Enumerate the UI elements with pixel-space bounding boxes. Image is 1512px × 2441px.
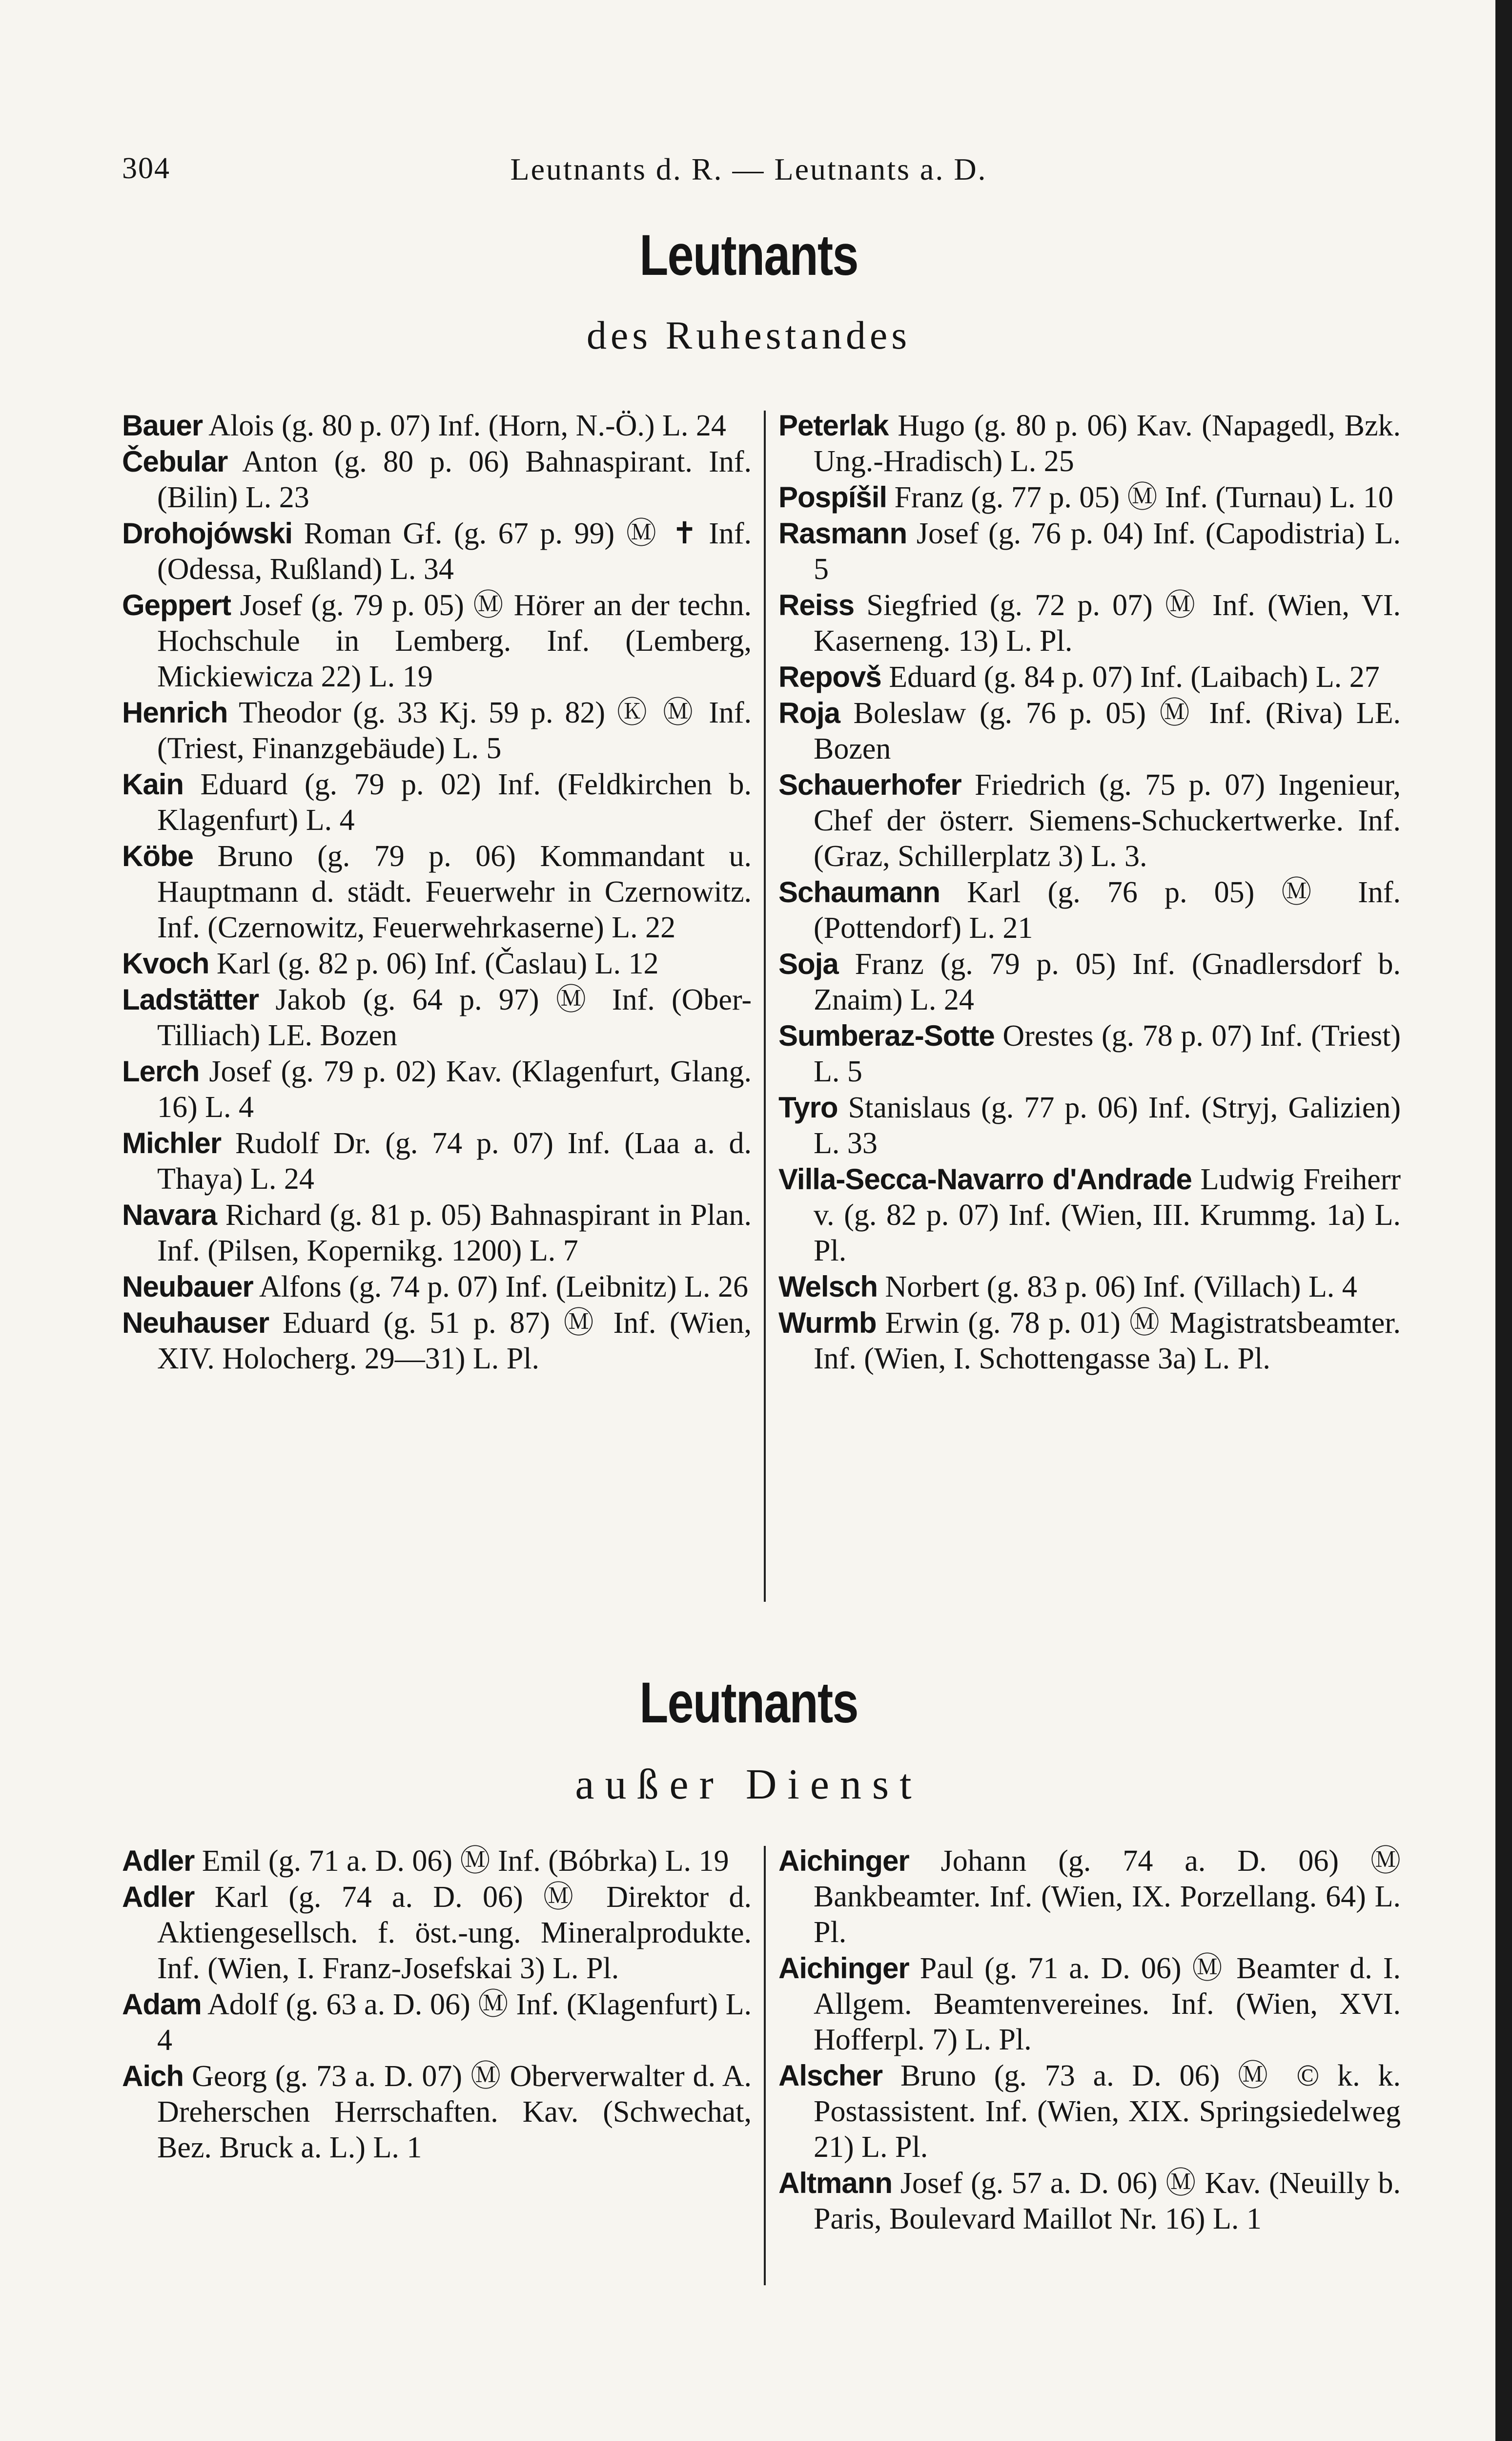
entry-surname: Ladstätter xyxy=(122,983,259,1016)
directory-entry xyxy=(778,1950,1401,2058)
entry-surname: Geppert xyxy=(122,589,231,621)
entry-surname: Schauerhofer xyxy=(778,768,961,801)
directory-entry xyxy=(122,766,752,838)
entry-details: Eduard (g. 51 p. 87) Ⓜ Inf. (Wien, XIV. Holocherg. 29—31) L. Pl. xyxy=(157,1306,752,1375)
entry-surname: Schaumann xyxy=(778,876,940,909)
entry-surname: Kain xyxy=(122,768,184,801)
entry-details: Adolf (g. 63 a. D. 06) Ⓜ Inf. (Klagenfurt) L. 4 xyxy=(157,1988,752,2057)
entry-surname: Roja xyxy=(778,697,840,729)
directory-entry xyxy=(122,2058,752,2166)
section-title-ruhestand: Leutnants xyxy=(639,223,858,288)
entry-details: Franz (g. 77 p. 05) Ⓜ Inf. (Turnau) L. 10 xyxy=(894,481,1393,514)
entry-details: Hugo (g. 80 p. 06) Kav. (Napagedl, Bzk. Ung.-Hradisch) L. 25 xyxy=(814,409,1401,478)
entry-surname: Adam xyxy=(122,1988,202,2021)
directory-entry xyxy=(778,516,1401,587)
scan-edge xyxy=(1495,0,1512,2441)
column-divider xyxy=(764,1846,766,2285)
running-header xyxy=(122,151,1375,195)
directory-entry xyxy=(778,1161,1401,1269)
entry-details: Josef (g. 57 a. D. 06) Ⓜ Kav. (Neuilly b. Paris, Boulevard Maillot Nr. 16) L. 1 xyxy=(814,2167,1401,2235)
directory-entry xyxy=(778,1090,1401,1161)
entry-details: Rudolf Dr. (g. 74 p. 07) Inf. (Laa a. d. Thaya) L. 24 xyxy=(157,1127,752,1196)
entry-surname: Soja xyxy=(778,948,838,980)
entry-surname: Henrich xyxy=(122,696,228,729)
entry-details: Stanislaus (g. 77 p. 06) Inf. (Stryj, Galizien) L. 33 xyxy=(814,1091,1401,1160)
entry-surname: Villa-Secca-Navarro d'Andrade xyxy=(778,1163,1192,1196)
entry-details: Eduard (g. 79 p. 02) Inf. (Feldkirchen b. Klagenfurt) L. 4 xyxy=(157,768,752,837)
entry-surname: Tyro xyxy=(778,1091,838,1124)
entry-details: Josef (g. 76 p. 04) Inf. (Capodistria) L. 5 xyxy=(814,517,1401,586)
directory-entry xyxy=(778,587,1401,659)
entry-surname: Repovš xyxy=(778,661,881,693)
entry-surname: Welsch xyxy=(778,1270,878,1303)
directory-entry xyxy=(122,1305,752,1377)
entry-surname: Peterlak xyxy=(778,409,889,442)
entry-surname: Kvoch xyxy=(122,947,209,980)
column-right xyxy=(778,1843,1401,2237)
entry-details: Bruno (g. 73 a. D. 06) Ⓜ © k. k. Postassistent. Inf. (Wien, XIX. Springsiedelweg 21) L. Pl. xyxy=(814,2059,1401,2164)
entry-details: Bruno (g. 79 p. 06) Kommandant u. Hauptmann d. städt. Feuerwehr in Czernowitz. Inf. (Czernowitz, Feuerwehrkaserne) L. 22 xyxy=(157,840,752,944)
directory-entry xyxy=(122,516,752,587)
column-left xyxy=(122,408,752,1377)
entry-surname: Rasmann xyxy=(778,517,907,550)
entry-details: Georg (g. 73 a. D. 07) Ⓜ Oberverwalter d. A. Dreherschen Herrschaften. Kav. (Schwechat, Bez. Bruck a. L.) L. 1 xyxy=(157,2060,752,2164)
entry-details: Josef (g. 79 p. 05) Ⓜ Hörer an der techn. Hochschule in Lemberg. Inf. (Lemberg, Mickiewicza 22) L. 19 xyxy=(157,589,752,693)
entry-surname: Čebular xyxy=(122,445,228,478)
directory-entry xyxy=(778,2058,1401,2165)
directory-entry xyxy=(778,695,1401,767)
entry-details: Karl (g. 82 p. 06) Inf. (Časlau) L. 12 xyxy=(216,947,659,980)
directory-entry xyxy=(122,408,752,444)
entry-surname: Navara xyxy=(122,1199,217,1231)
entry-details: Karl (g. 74 a. D. 06) Ⓜ Direktor d. Aktiengesellsch. f. öst.-ung. Mineralprodukte. Inf. (Wien, I. Franz-Josefskai 3) L. Pl. xyxy=(157,1881,752,1985)
page-number: 304 xyxy=(122,152,170,185)
column-divider xyxy=(764,411,766,1602)
directory-entry xyxy=(778,946,1401,1018)
entry-details: Roman Gf. (g. 67 p. 99) Ⓜ ✝ Inf. (Odessa, Rußland) L. 34 xyxy=(157,517,752,586)
entry-details: Siegfried (g. 72 p. 07) Ⓜ Inf. (Wien, VI. Kaserneng. 13) L. Pl. xyxy=(814,589,1401,658)
section-title-ausser-dienst: Leutnants xyxy=(639,1671,858,1735)
directory-entry xyxy=(122,1986,752,2058)
entry-surname: Aich xyxy=(122,2060,184,2092)
entry-details: Franz (g. 79 p. 05) Inf. (Gnadlersdorf b. Znaim) L. 24 xyxy=(814,948,1401,1016)
directory-entry xyxy=(778,1305,1401,1377)
running-title: Leutnants d. R. — Leutnants a. D. xyxy=(510,152,987,186)
entry-surname: Aichinger xyxy=(778,1844,909,1877)
directory-entry xyxy=(778,408,1401,479)
entry-details: Theodor (g. 33 Kj. 59 p. 82) Ⓚ Ⓜ Inf. (Triest, Finanzgebäude) L. 5 xyxy=(157,696,752,765)
directory-entry xyxy=(122,1197,752,1269)
directory-entry xyxy=(778,874,1401,946)
entry-surname: Bauer xyxy=(122,409,203,442)
entry-surname: Sumberaz-Sotte xyxy=(778,1019,995,1052)
entry-details: Boleslaw (g. 76 p. 05) Ⓜ Inf. (Riva) LE. Bozen xyxy=(814,697,1401,765)
entry-surname: Reiss xyxy=(778,589,855,621)
directory-entry xyxy=(122,946,752,982)
directory-entry xyxy=(122,1879,752,1986)
entry-surname: Altmann xyxy=(778,2167,892,2199)
entry-details: Erwin (g. 78 p. 01) Ⓜ Magistratsbeamter. Inf. (Wien, I. Schottengasse 3a) L. Pl. xyxy=(814,1306,1401,1375)
entry-surname: Neuhauser xyxy=(122,1306,269,1339)
section-subtitle-ruhestand: des Ruhestandes xyxy=(586,313,911,357)
directory-entry xyxy=(122,838,752,946)
directory-entry xyxy=(778,1018,1401,1090)
entry-surname: Neubauer xyxy=(122,1270,253,1303)
entry-details: Eduard (g. 84 p. 07) Inf. (Laibach) L. 27 xyxy=(889,661,1380,694)
directory-entry xyxy=(778,767,1401,874)
entry-details: Alfons (g. 74 p. 07) Inf. (Leibnitz) L. 26 xyxy=(259,1270,748,1303)
entry-surname: Aichinger xyxy=(778,1952,909,1985)
entry-details: Karl (g. 76 p. 05) Ⓜ Inf. (Pottendorf) L. 21 xyxy=(814,876,1401,945)
entry-surname: Köbe xyxy=(122,840,193,872)
directory-entry xyxy=(122,1843,752,1879)
directory-entry xyxy=(122,982,752,1054)
entry-surname: Pospíšil xyxy=(778,481,887,514)
entry-details: Anton (g. 80 p. 06) Bahnaspirant. Inf. (Bilin) L. 23 xyxy=(157,445,752,514)
entry-details: Jakob (g. 64 p. 97) Ⓜ Inf. (Ober-Tilliach) LE. Bozen xyxy=(157,983,752,1052)
entry-details: Emil (g. 71 a. D. 06) Ⓜ Inf. (Bóbrka) L. 19 xyxy=(202,1844,729,1878)
directory-entry xyxy=(122,1269,752,1305)
entry-details: Josef (g. 79 p. 02) Kav. (Klagenfurt, Glang. 16) L. 4 xyxy=(157,1055,752,1124)
entry-details: Orestes (g. 78 p. 07) Inf. (Triest) L. 5 xyxy=(814,1019,1401,1088)
entry-details: Alois (g. 80 p. 07) Inf. (Horn, N.-Ö.) L. 24 xyxy=(208,409,726,442)
entry-surname: Adler xyxy=(122,1844,195,1877)
directory-entry xyxy=(778,1269,1401,1305)
directory-entry xyxy=(122,444,752,516)
entry-surname: Adler xyxy=(122,1881,195,1913)
entry-surname: Lerch xyxy=(122,1055,200,1088)
section-subtitle-ausser-dienst: außer Dienst xyxy=(575,1761,922,1808)
directory-entry xyxy=(778,479,1401,516)
entry-details: Norbert (g. 83 p. 06) Inf. (Villach) L. 4 xyxy=(885,1270,1357,1303)
entry-surname: Drohojówski xyxy=(122,517,293,550)
entry-details: Ludwig Freiherr v. (g. 82 p. 07) Inf. (Wien, III. Krummg. 1a) L. Pl. xyxy=(814,1163,1401,1267)
directory-entry xyxy=(122,695,752,766)
entry-details: Friedrich (g. 75 p. 07) Ingenieur, Chef der österr. Siemens-Schuckertwerke. Inf. (Graz, Schillerplatz 3) L. 3. xyxy=(814,768,1401,873)
entry-details: Paul (g. 71 a. D. 06) Ⓜ Beamter d. I. Allgem. Beamtenvereines. Inf. (Wien, XVI. Hofferpl. 7) L. Pl. xyxy=(814,1952,1401,2056)
directory-entry xyxy=(778,659,1401,695)
directory-entry xyxy=(122,1125,752,1197)
entry-details: Johann (g. 74 a. D. 06) Ⓜ Bankbeamter. Inf. (Wien, IX. Porzellang. 64) L. Pl. xyxy=(814,1844,1401,1949)
directory-entry xyxy=(122,587,752,695)
directory-entry xyxy=(122,1054,752,1125)
directory-entry xyxy=(778,2165,1401,2237)
directory-entry xyxy=(778,1843,1401,1950)
entry-surname: Alscher xyxy=(778,2059,883,2092)
column-left xyxy=(122,1843,752,2166)
column-right xyxy=(778,408,1401,1377)
entry-surname: Wurmb xyxy=(778,1306,877,1339)
entry-details: Richard (g. 81 p. 05) Bahnaspirant in Plan. Inf. (Pilsen, Kopernikg. 1200) L. 7 xyxy=(157,1199,752,1267)
entry-surname: Michler xyxy=(122,1127,222,1159)
